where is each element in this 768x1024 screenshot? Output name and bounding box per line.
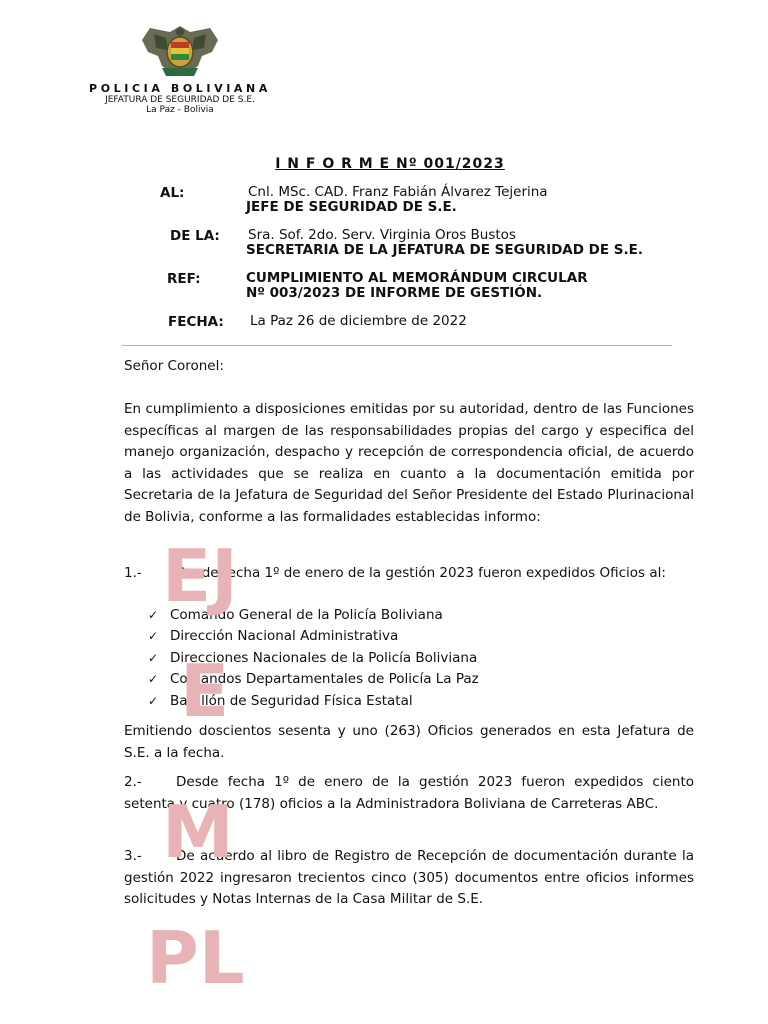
checkmark-icon: ✓ bbox=[148, 650, 159, 665]
checkmark-icon: ✓ bbox=[148, 608, 159, 622]
date-label: FECHA: bbox=[168, 314, 224, 330]
list-item: ✓ Comandos Departamentales de Policía La Paz bbox=[148, 669, 708, 690]
salutation: Señor Coronel: bbox=[124, 358, 224, 374]
item-3-text: De acuerdo al libro de Registro de Recepción de documentación durante la gestión 2022 ingresaron trecientos cinco (305) documentos entre oficios informes solicitudes y Notas Internas de la Casa Militar de S.E. bbox=[124, 848, 694, 907]
list-item: ✓ Batallón de Seguridad Física Estatal bbox=[148, 691, 708, 712]
item-1-text: Desde fecha 1º de enero de la gestión 2023 fueron expedidos Oficios al: bbox=[176, 565, 666, 581]
watermark-line-3: M bbox=[162, 790, 234, 874]
to-role: JEFE DE SEGURIDAD DE S.E. bbox=[246, 199, 457, 215]
item-2-number: 2.- bbox=[124, 774, 142, 790]
letterhead bbox=[70, 22, 290, 115]
from-label: DE LA: bbox=[170, 228, 220, 244]
ref-line-2: Nº 003/2023 DE INFORME DE GESTIÓN. bbox=[246, 285, 543, 301]
city-name: La Paz - Bolivia bbox=[146, 105, 214, 115]
ref-line-1: CUMPLIMIENTO AL MEMORÁNDUM CIRCULAR bbox=[246, 270, 588, 286]
item-2-text: Desde fecha 1º de enero de la gestión 2023 fueron expedidos ciento setenta y cuatro (178) oficios a la Administradora Boliviana de Carreteras ABC. bbox=[124, 774, 694, 812]
watermark-line-1: EJ bbox=[162, 534, 238, 618]
summary-paragraph: Emitiendo doscientos sesenta y uno (263) Oficios generados en esta Jefatura de S.E. a la fecha. bbox=[124, 723, 694, 761]
recipient-list bbox=[148, 605, 708, 712]
item-1-number: 1.- bbox=[124, 565, 142, 581]
to-name: Cnl. MSc. CAD. Franz Fabián Álvarez Tejerina bbox=[248, 184, 548, 200]
list-item: ✓ Direcciones Nacionales de la Policía Boliviana bbox=[148, 648, 708, 669]
list-item: ✓ Dirección Nacional Administrativa bbox=[148, 626, 708, 647]
checkmark-icon: ✓ bbox=[148, 693, 159, 708]
date-value: La Paz 26 de diciembre de 2022 bbox=[250, 313, 467, 329]
list-item: ✓ Comando General de la Policía Boliviana bbox=[148, 605, 708, 626]
department-name: JEFATURA DE SEGURIDAD DE S.E. bbox=[105, 95, 255, 105]
item-3-number: 3.- bbox=[124, 848, 142, 864]
checkmark-icon: ✓ bbox=[148, 672, 159, 687]
divider bbox=[122, 345, 672, 346]
watermark-line-2: E bbox=[180, 649, 230, 733]
watermark-line-4: PL bbox=[146, 916, 245, 1000]
ref-label: REF: bbox=[167, 271, 201, 287]
police-crest-icon bbox=[140, 22, 220, 80]
from-name: Sra. Sof. 2do. Serv. Virginia Oros Bustos bbox=[248, 227, 516, 243]
org-name: POLICIA BOLIVIANA bbox=[89, 82, 271, 95]
checkmark-icon: ✓ bbox=[148, 629, 159, 644]
to-label: AL: bbox=[160, 185, 185, 201]
report-title: I N F O R M E Nº 001/2023 bbox=[275, 156, 505, 172]
intro-paragraph: En cumplimiento a disposiciones emitidas por su autoridad, dentro de las Funciones específicas al margen de las responsabilidades propias del cargo y especifica del manejo organización, despacho y recepción de correspondencia oficial, de acuerdo a las actividades que se realiza en cuanto a la documentación emitida por Secretaria de la Jefatura de Seguridad del Señor Presidente del Estado Plurinacional de Bolivia, conforme a las formalidades establecidas informo: bbox=[124, 401, 694, 525]
from-role: SECRETARIA DE LA JEFATURA DE SEGURIDAD DE S.E. bbox=[246, 242, 643, 258]
